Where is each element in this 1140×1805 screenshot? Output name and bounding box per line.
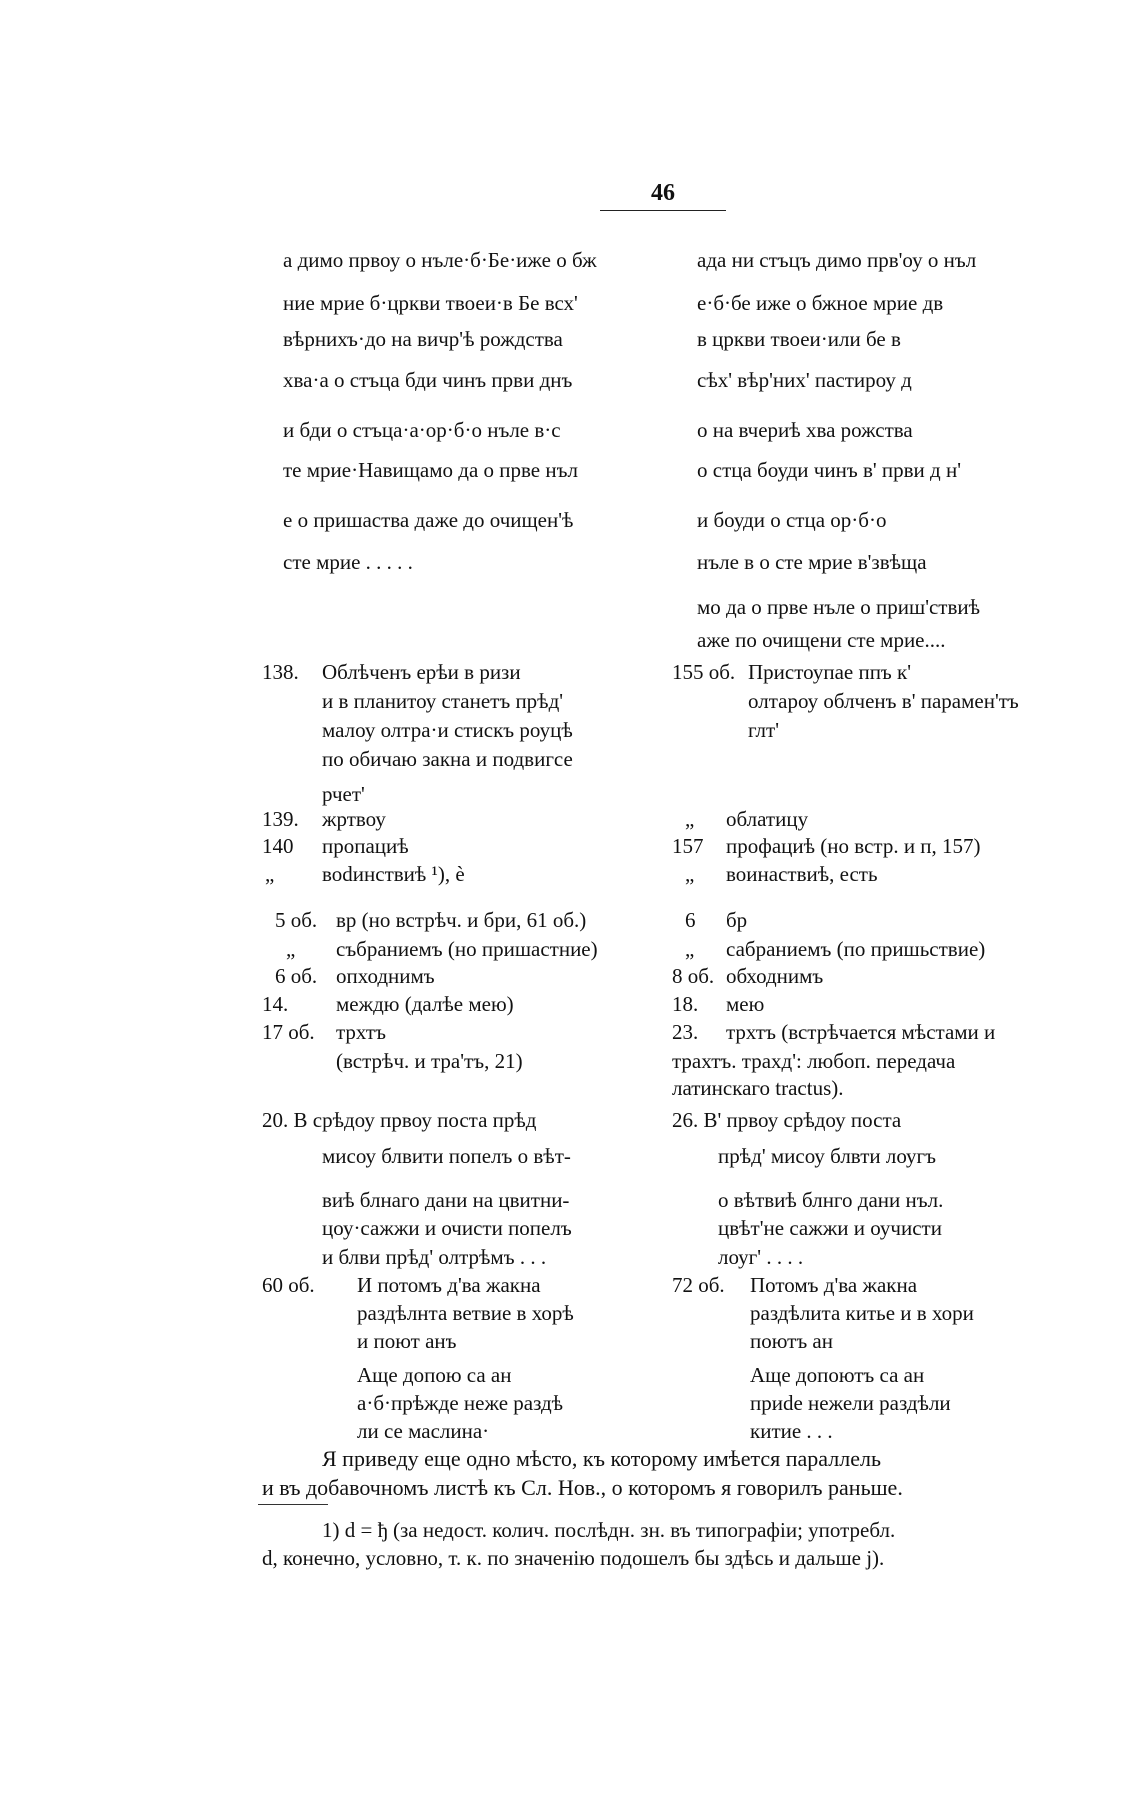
variant-right-num-6: 8 об. xyxy=(672,964,715,988)
upper-left-line-3: вѣрнихъ·до на вичр'ѣ рождства xyxy=(283,327,563,351)
row-138-left-1: Облѣченъ ерѣи в ризи xyxy=(322,660,521,684)
block-60-number: 60 об. xyxy=(262,1273,315,1297)
variant-right-num-1: „ xyxy=(685,807,695,831)
variant-left-text-3: воdинствиѣ ¹), ѐ xyxy=(322,862,465,886)
variant-left-text-4: вр (но встрѣч. и бри, 61 об.) xyxy=(336,908,587,932)
variant-right-text-4: бр xyxy=(726,908,748,932)
block-72-line-4: Аще допоютъ са ан xyxy=(750,1363,925,1387)
row-155-right-1: Пристоупае ппъ к' xyxy=(748,660,912,684)
upper-right-line-7: и боуди о стца ор·б·о xyxy=(697,508,887,532)
upper-left-line-6: те мрие·Навищамо да о прве нъл xyxy=(283,458,578,482)
upper-left-line-4: хва·а о стъца бди чинъ први днъ xyxy=(283,368,573,392)
upper-right-line-5: о на вчериѣ хва рожства xyxy=(697,418,913,442)
row-155-number: 155 об. xyxy=(672,660,736,684)
block-20-line-3: виѣ блнаго дани на цвитни- xyxy=(322,1188,570,1212)
variant-left-text-9: (встрѣч. и тра'тъ, 21) xyxy=(336,1049,523,1073)
block-60-line-2: раздѣлнта ветвие в хорѣ xyxy=(357,1301,574,1325)
block-60-line-5: а·б·прѣжде неже раздѣ xyxy=(357,1391,564,1415)
paragraph-line-2: и въ добавочномъ листѣ къ Сл. Нов., о которомъ я говорилъ раньше. xyxy=(262,1475,903,1500)
block-60-line-6: ли се маслина· xyxy=(357,1419,490,1443)
footnote-rule xyxy=(258,1504,328,1505)
block-20-line-1: 20. В срѣдоу првоу поста прѣд xyxy=(262,1108,537,1132)
upper-right-line-8: нъле в о сте мрие в'звѣща xyxy=(697,550,927,574)
paragraph-line-1: Я приведу еще одно мѣсто, къ которому имѣется параллель xyxy=(322,1446,881,1471)
footnote-line-1: 1) d = ђ (за недост. колич. послѣдн. зн. въ типографіи; употребл. xyxy=(322,1518,896,1542)
variant-left-text-6: опходнимъ xyxy=(336,964,435,988)
variant-left-num-7: 14. xyxy=(262,992,289,1016)
page-number: 46 xyxy=(651,180,675,206)
row-155-right-3: глт' xyxy=(748,718,779,742)
variant-left-num-5: „ xyxy=(286,937,296,961)
row-138-number: 138. xyxy=(262,660,299,684)
upper-left-line-1: а димо првоу о нъле·б·Бе·иже о бж xyxy=(283,248,597,272)
block-72-line-1: Потомъ д'ва жакна xyxy=(750,1273,918,1297)
block-20-line-5: и блви прѣд' олтрѣмъ . . . xyxy=(322,1245,547,1269)
variant-left-num-2: 140 xyxy=(262,834,294,858)
upper-right-line-6: о стца боуди чинъ в' први д н' xyxy=(697,458,961,482)
variant-left-text-2: пропациѣ xyxy=(322,834,409,858)
variant-left-num-6: 6 об. xyxy=(275,964,318,988)
upper-right-line-4: сѣх' вѣр'них' пастироу д xyxy=(697,368,912,392)
block-72-number: 72 об. xyxy=(672,1273,725,1297)
row-138-left-2: и в планитоу станетъ прѣд' xyxy=(322,689,564,713)
variant-right-num-4: 6 xyxy=(685,908,696,932)
footnote-line-2: d, конечно, условно, т. к. по значенію подошелъ бы здѣсь и дальше j). xyxy=(262,1546,885,1570)
block-60-line-1: И потомъ д'ва жакна xyxy=(357,1273,541,1297)
variant-right-text-1: облатицу xyxy=(726,807,809,831)
row-138-left-4: по обичаю закна и подвигсе xyxy=(322,747,573,771)
block-26-line-5: лоуг' . . . . xyxy=(718,1245,804,1269)
block-72-line-3: поютъ ан xyxy=(750,1329,833,1353)
variant-right-num-2: 157 xyxy=(672,834,704,858)
variant-right-text-10: латинскаго tractus). xyxy=(672,1076,844,1100)
variant-left-text-5: събраниемъ (но пришастние) xyxy=(336,937,598,961)
upper-right-line-10: аже по очищени сте мрие.... xyxy=(697,628,946,652)
block-26-line-1: 26. В' првоу срѣдоу поста xyxy=(672,1108,902,1132)
block-20-line-2: мисоу блвити попелъ о вѣт- xyxy=(322,1144,571,1168)
variant-right-text-2: профациѣ (но встр. и п, 157) xyxy=(726,834,981,858)
block-60-line-3: и поют анъ xyxy=(357,1329,457,1353)
variant-right-num-7: 18. xyxy=(672,992,699,1016)
variant-right-num-8: 23. xyxy=(672,1020,699,1044)
variant-right-text-8: трхтъ (встрѣчается мѣстами и xyxy=(726,1020,996,1044)
upper-left-line-7: е о пришаства даже до очищен'ѣ xyxy=(283,508,574,532)
block-26-line-4: цвѣт'не сажжи и оучисти xyxy=(718,1216,942,1240)
upper-left-line-8: сте мрие . . . . . xyxy=(283,550,413,574)
variant-right-text-3: воинаствиѣ, есть xyxy=(726,862,878,886)
variant-left-num-3: „ xyxy=(265,862,275,886)
variant-right-text-6: обходнимъ xyxy=(726,964,824,988)
variant-left-text-7: междю (далѣе мею) xyxy=(336,992,514,1016)
variant-left-num-4: 5 об. xyxy=(275,908,318,932)
upper-right-line-3: в цркви твоеи·или бе в xyxy=(697,327,901,351)
variant-right-num-5: „ xyxy=(685,937,695,961)
variant-left-text-1: жртвоу xyxy=(322,807,386,831)
variant-left-num-1: 139. xyxy=(262,807,299,831)
block-60-line-4: Аще допою са ан xyxy=(357,1363,512,1387)
variant-left-text-8: трхтъ xyxy=(336,1020,386,1044)
variant-right-text-9: трахтъ. трахд': любоп. передача xyxy=(672,1049,956,1073)
page-number-rule xyxy=(600,210,726,211)
block-72-line-2: раздѣлита китье и в хори xyxy=(750,1301,974,1325)
variant-left-num-8: 17 об. xyxy=(262,1020,315,1044)
upper-left-line-2: ние мрие б·цркви твоеи·в Бе всх' xyxy=(283,291,578,315)
variant-right-num-3: „ xyxy=(685,862,695,886)
block-26-line-2: прѣд' мисоу блвти лоугъ xyxy=(718,1144,937,1168)
block-26-line-3: о вѣтвиѣ блнго дани нъл. xyxy=(718,1188,944,1212)
upper-right-line-1: ада ни стъцъ димо прв'оу о нъл xyxy=(697,248,977,272)
block-72-line-5: приdе нежели раздѣли xyxy=(750,1391,951,1415)
upper-left-line-5: и бди о стъца·а·ор·б·о нъле в·с xyxy=(283,418,561,442)
variant-right-text-5: сабраниемъ (по пришьствие) xyxy=(726,937,986,961)
variant-right-text-7: мею xyxy=(726,992,765,1016)
upper-right-line-9: мо да о прве нъле о приш'ствиѣ xyxy=(697,595,981,619)
block-72-line-6: китие . . . xyxy=(750,1419,833,1443)
row-138-left-5: рчет' xyxy=(322,782,365,806)
row-138-left-3: малоу олтра·и стискъ роуцѣ xyxy=(322,718,573,742)
row-155-right-2: олтароу облченъ в' парамен'тъ xyxy=(748,689,1019,713)
block-20-line-4: цоу·сажжи и очисти попелъ xyxy=(322,1216,572,1240)
upper-right-line-2: е·б·бе иже о бжное мрие дв xyxy=(697,291,944,315)
